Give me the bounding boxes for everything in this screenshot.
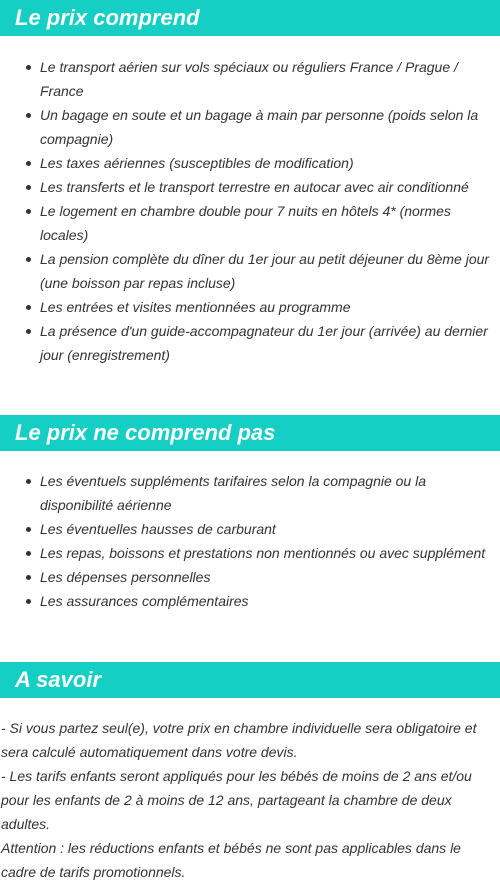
- bullet-icon: [26, 305, 31, 310]
- info-line: Attention : les réductions enfants et bébés ne sont pas applicables dans le cadre de tarifs promotionnels.: [1, 840, 461, 880]
- list-item-text: La présence d'un guide-accompagnateur du 1er jour (arrivée) au dernier jour (enregistrement): [40, 323, 488, 363]
- bullet-icon: [26, 551, 31, 556]
- info-line: - Les tarifs enfants seront appliqués pour les bébés de moins de 2 ans et/ou pour les enfants de 2 à moins de 12 ans, partageant la chambre de deux adultes.: [1, 768, 472, 832]
- list-item: [0, 295, 500, 319]
- included-section-title: Le prix comprend: [0, 0, 500, 36]
- bullet-icon: [26, 161, 31, 166]
- bullet-icon: [26, 257, 31, 262]
- list-item-text: Un bagage en soute et un bagage à main par personne (poids selon la compagnie): [40, 107, 479, 147]
- bullet-icon: [26, 113, 31, 118]
- list-item-text: Le logement en chambre double pour 7 nuits en hôtels 4* (normes locales): [40, 203, 451, 243]
- list-item-text: Le transport aérien sur vols spéciaux ou réguliers France / Prague / France: [40, 59, 458, 99]
- excluded-section-title: Le prix ne comprend pas: [0, 415, 500, 451]
- included-list: [0, 55, 500, 367]
- bullet-icon: [26, 185, 31, 190]
- bullet-icon: [26, 599, 31, 604]
- list-item-text: Les éventuels suppléments tarifaires selon la compagnie ou la disponibilité aérienne: [40, 473, 427, 513]
- list-item: [0, 175, 500, 199]
- bullet-icon: [26, 479, 31, 484]
- list-item: [0, 541, 500, 565]
- list-item: [0, 589, 500, 613]
- list-item: [0, 517, 500, 541]
- bullet-icon: [26, 575, 31, 580]
- list-item-text: La pension complète du dîner du 1er jour au petit déjeuner du 8ème jour (une boisson par repas incluse): [40, 251, 490, 291]
- list-item-text: Les éventuelles hausses de carburant: [40, 521, 276, 537]
- info-line: - Si vous partez seul(e), votre prix en chambre individuelle sera obligatoire et sera calculé automatiquement dans votre devis.: [1, 720, 477, 760]
- bullet-icon: [26, 65, 31, 70]
- list-item: [0, 151, 500, 175]
- list-item-text: Les taxes aériennes (susceptibles de modification): [40, 155, 354, 171]
- info-section-title: A savoir: [0, 662, 500, 698]
- excluded-list: [0, 469, 500, 613]
- list-item-text: Les dépenses personnelles: [40, 569, 211, 585]
- list-item: [0, 469, 500, 517]
- list-item-text: Les repas, boissons et prestations non mentionnés ou avec supplément: [40, 545, 486, 561]
- list-item: [0, 55, 500, 103]
- bullet-icon: [26, 209, 31, 214]
- list-item: [0, 103, 500, 151]
- list-item-text: Les entrées et visites mentionnées au programme: [40, 299, 351, 315]
- list-item: [0, 319, 500, 367]
- list-item-text: Les assurances complémentaires: [40, 593, 249, 609]
- list-item-text: Les transferts et le transport terrestre en autocar avec air conditionné: [40, 179, 469, 195]
- bullet-icon: [26, 527, 31, 532]
- list-item: [0, 247, 500, 295]
- list-item: [0, 565, 500, 589]
- bullet-icon: [26, 329, 31, 334]
- list-item: [0, 199, 500, 247]
